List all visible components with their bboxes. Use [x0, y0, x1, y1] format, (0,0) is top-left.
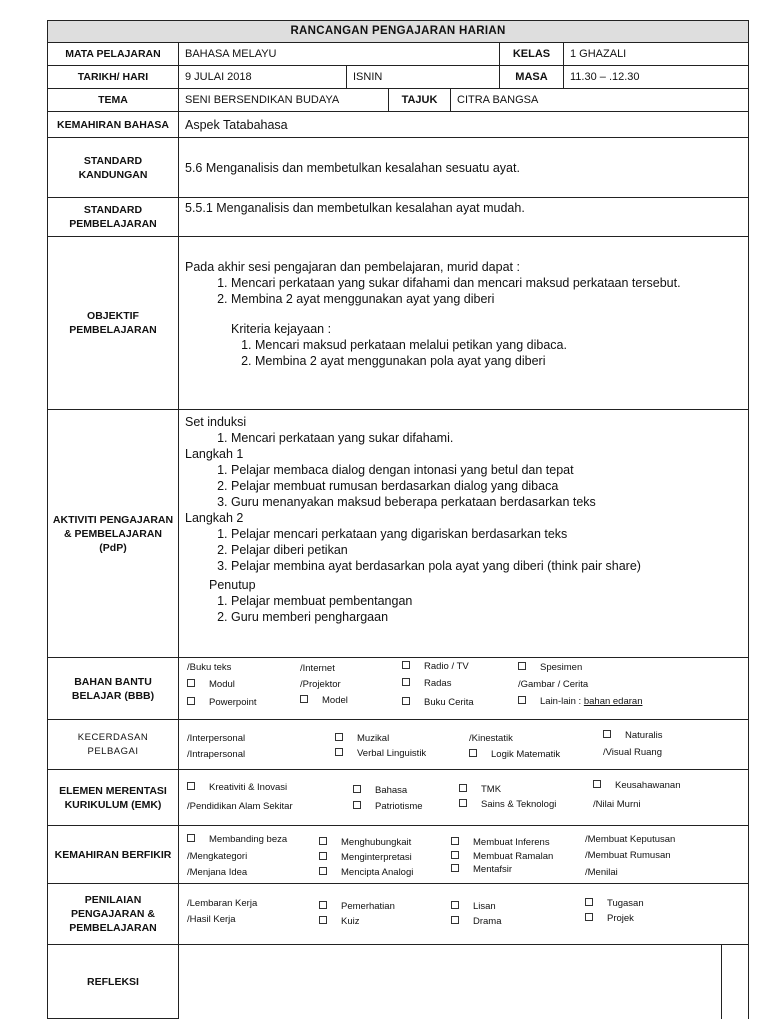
- berfikir-option[interactable]: Membanding beza: [187, 834, 287, 845]
- label-standard-kandungan: STANDARD KANDUNGAN: [48, 138, 179, 197]
- row-kecerdasan: [48, 720, 748, 770]
- row-refleksi: [48, 945, 748, 1019]
- bbb-option[interactable]: Buku Cerita: [402, 697, 474, 708]
- checkbox[interactable]: [319, 901, 327, 909]
- emk-option[interactable]: Bahasa: [353, 785, 407, 796]
- checkbox[interactable]: [518, 662, 526, 670]
- emk-option[interactable]: TMK: [459, 784, 501, 795]
- row-berfikir: [48, 826, 748, 884]
- refleksi-input-area[interactable]: [179, 945, 722, 1019]
- kriteria-list: [185, 337, 742, 369]
- list-item: 1. Mencari perkataan yang sukar difahami.: [231, 430, 742, 446]
- label-kelas: KELAS: [500, 43, 564, 65]
- checkbox[interactable]: [319, 867, 327, 875]
- checkbox[interactable]: [459, 799, 467, 807]
- berfikir-option[interactable]: Mencipta Analogi: [319, 867, 413, 878]
- objektif-intro: Pada akhir sesi pengajaran dan pembelajaran, murid dapat :: [185, 260, 520, 274]
- row-aktiviti: [48, 410, 748, 658]
- checkbox[interactable]: [451, 916, 459, 924]
- langkah1-list: [185, 462, 742, 510]
- berfikir-option[interactable]: Membuat Inferens: [451, 837, 550, 848]
- checkbox[interactable]: [335, 733, 343, 741]
- penilaian-option[interactable]: Lisan: [451, 901, 496, 912]
- value-hari: ISNIN: [347, 66, 500, 88]
- penutup-list: [185, 593, 742, 625]
- label-refleksi: REFLEKSI: [48, 945, 179, 1019]
- objektif-list: [185, 275, 742, 307]
- row-standard-pembelajaran: [48, 198, 748, 237]
- row-tarikh: [48, 66, 748, 89]
- value-tema: SENI BERSENDIKAN BUDAYA: [179, 89, 389, 111]
- row-penilaian: [48, 884, 748, 945]
- row-kemahiran-bahasa: [48, 112, 748, 138]
- lesson-plan-table: [47, 20, 749, 1019]
- value-mata-pelajaran: BAHASA MELAYU: [179, 43, 500, 65]
- label-penilaian: PENILAIAN PENGAJARAN & PEMBELAJARAN: [48, 884, 179, 944]
- kecerdasan-option[interactable]: /Visual Ruang: [603, 747, 662, 758]
- checkbox[interactable]: [402, 678, 410, 686]
- list-item: 1. Mencari maksud perkataan melalui petikan yang dibaca.: [255, 337, 742, 353]
- bbb-option[interactable]: Powerpoint: [187, 697, 257, 708]
- checkbox[interactable]: [402, 697, 410, 705]
- bbb-option[interactable]: Radas: [402, 678, 451, 689]
- kecerdasan-options: [179, 720, 748, 769]
- emk-option[interactable]: /Pendidikan Alam Sekitar: [187, 801, 293, 812]
- label-tema: TEMA: [48, 89, 179, 111]
- penilaian-options: [179, 884, 748, 944]
- checkbox[interactable]: [187, 782, 195, 790]
- berfikir-option[interactable]: /Menjana Idea: [187, 867, 248, 878]
- berfikir-option[interactable]: /Membuat Keputusan: [585, 834, 676, 845]
- list-item: 2. Guru memberi penghargaan: [231, 609, 742, 625]
- list-item: 3. Pelajar membina ayat berdasarkan pola ayat yang diberi (think pair share): [231, 558, 742, 574]
- checkbox[interactable]: [451, 837, 459, 845]
- row-objektif: [48, 237, 748, 410]
- label-objektif: OBJEKTIF PEMBELAJARAN: [48, 237, 179, 409]
- label-standard-pembelajaran: STANDARD PEMBELAJARAN: [48, 198, 179, 236]
- list-item: 2. Pelajar membuat rumusan berdasarkan dialog yang dibaca: [231, 478, 742, 494]
- kecerdasan-option[interactable]: Muzikal: [335, 733, 389, 744]
- row-standard-kandungan: [48, 138, 748, 198]
- penilaian-option[interactable]: /Hasil Kerja: [187, 914, 236, 925]
- label-berfikir: KEMAHIRAN BERFIKIR: [48, 826, 179, 883]
- row-emk: [48, 770, 748, 826]
- kecerdasan-option[interactable]: Verbal Linguistik: [335, 748, 426, 759]
- penilaian-option[interactable]: Projek: [585, 913, 634, 924]
- penilaian-option[interactable]: Pemerhatian: [319, 901, 395, 912]
- kecerdasan-option[interactable]: /Interpersonal: [187, 733, 246, 744]
- checkbox[interactable]: [335, 748, 343, 756]
- emk-option[interactable]: Keusahawanan: [593, 780, 681, 791]
- set-induksi-heading: Set induksi: [185, 415, 247, 429]
- bbb-option[interactable]: /Buku teks: [187, 662, 232, 673]
- berfikir-options: [179, 826, 748, 883]
- page-title: RANCANGAN PENGAJARAN HARIAN: [290, 25, 506, 37]
- kriteria-title: Kriteria kejayaan :: [231, 322, 332, 336]
- kecerdasan-option[interactable]: Logik Matematik: [469, 749, 560, 760]
- row-bbb: [48, 658, 748, 720]
- list-item: 1. Pelajar mencari perkataan yang digariskan berdasarkan teks: [231, 526, 742, 542]
- value-masa: 11.30 – .12.30: [570, 71, 640, 83]
- checkbox[interactable]: [402, 661, 410, 669]
- bbb-option[interactable]: /Gambar / Cerita: [518, 679, 589, 690]
- checkbox[interactable]: [451, 901, 459, 909]
- value-standard-pembelajaran: 5.5.1 Menganalisis dan membetulkan kesalahan ayat mudah.: [185, 201, 525, 215]
- emk-option[interactable]: Sains & Teknologi: [459, 799, 556, 810]
- table-title-row: [48, 21, 748, 43]
- bbb-option[interactable]: Model: [300, 695, 348, 706]
- bbb-option[interactable]: Radio / TV: [402, 661, 469, 672]
- emk-option[interactable]: Patriotisme: [353, 801, 423, 812]
- value-kelas: 1 GHAZALI: [570, 48, 627, 60]
- label-kemahiran-bahasa: KEMAHIRAN BAHASA: [48, 112, 179, 137]
- checkbox[interactable]: [187, 679, 195, 687]
- langkah1-heading: Langkah 1: [185, 447, 244, 461]
- value-standard-kandungan: 5.6 Menganalisis dan membetulkan kesalahan sesuatu ayat.: [185, 160, 520, 175]
- label-mata-pelajaran: MATA PELAJARAN: [48, 43, 179, 65]
- checkbox[interactable]: [459, 784, 467, 792]
- value-tajuk: CITRA BANGSA: [457, 94, 539, 106]
- penilaian-option[interactable]: /Lembaran Kerja: [187, 898, 258, 909]
- berfikir-option[interactable]: /Menilai: [585, 867, 618, 878]
- emk-option[interactable]: Kreativiti & Inovasi: [187, 782, 287, 793]
- value-tarikh: 9 JULAI 2018: [179, 66, 347, 88]
- langkah2-heading: Langkah 2: [185, 511, 244, 525]
- berfikir-option[interactable]: Menghubungkait: [319, 837, 411, 848]
- list-item: 2. Membina 2 ayat menggunakan ayat yang diberi: [231, 291, 742, 307]
- checkbox[interactable]: [353, 785, 361, 793]
- berfikir-option[interactable]: Menginterpretasi: [319, 852, 412, 863]
- list-item: 2. Pelajar diberi petikan: [231, 542, 742, 558]
- row-mata-pelajaran: [48, 43, 748, 66]
- set-induksi-list: [185, 430, 742, 446]
- penilaian-option[interactable]: Tugasan: [585, 898, 644, 909]
- checkbox[interactable]: [593, 780, 601, 788]
- langkah2-list: [185, 526, 742, 574]
- bbb-option[interactable]: Lain-lain : bahan edaran: [518, 696, 642, 707]
- checkbox[interactable]: [187, 834, 195, 842]
- list-item: 3. Guru menanyakan maksud beberapa perkataan berdasarkan teks: [231, 494, 742, 510]
- label-emk: ELEMEN MERENTASI KURIKULUM (EMK): [48, 770, 179, 825]
- emk-option[interactable]: /Nilai Murni: [593, 799, 641, 810]
- penutup-heading: Penutup: [209, 578, 256, 592]
- label-masa: MASA: [500, 66, 564, 88]
- kecerdasan-option[interactable]: /Intrapersonal: [187, 749, 246, 760]
- checkbox[interactable]: [469, 749, 477, 757]
- bbb-option[interactable]: Spesimen: [518, 662, 582, 673]
- kecerdasan-option[interactable]: Naturalis: [603, 730, 663, 741]
- label-aktiviti: AKTIVITI PENGAJARAN & PEMBELAJARAN (PdP): [48, 410, 179, 657]
- bbb-option[interactable]: /Internet: [300, 663, 335, 674]
- label-tajuk: TAJUK: [389, 89, 451, 111]
- list-item: 1. Mencari perkataan yang sukar difahami dan mencari maksud perkataan tersebut.: [231, 275, 742, 291]
- bbb-option[interactable]: /Projektor: [300, 679, 341, 690]
- penilaian-option[interactable]: Drama: [451, 916, 502, 927]
- berfikir-option[interactable]: /Mengkategori: [187, 851, 248, 862]
- checkbox[interactable]: [585, 898, 593, 906]
- bbb-option[interactable]: Modul: [187, 679, 235, 690]
- bbb-options: [179, 658, 748, 719]
- label-kecerdasan: KECERDASAN PELBAGAI: [48, 720, 179, 769]
- checkbox[interactable]: [585, 913, 593, 921]
- value-kemahiran-bahasa: Aspek Tatabahasa: [185, 117, 288, 132]
- checkbox[interactable]: [451, 864, 459, 872]
- checkbox[interactable]: [319, 837, 327, 845]
- label-tarikh: TARIKH/ HARI: [48, 66, 179, 88]
- penilaian-option[interactable]: Kuiz: [319, 916, 359, 927]
- label-bbb: BAHAN BANTU BELAJAR (BBB): [48, 658, 179, 719]
- checkbox[interactable]: [451, 851, 459, 859]
- checkbox[interactable]: [319, 852, 327, 860]
- kecerdasan-option[interactable]: /Kinestatik: [469, 733, 513, 744]
- berfikir-option[interactable]: Mentafsir: [451, 864, 512, 875]
- list-item: 1. Pelajar membaca dialog dengan intonasi yang betul dan tepat: [231, 462, 742, 478]
- aktiviti-content: [179, 410, 748, 657]
- checkbox[interactable]: [518, 696, 526, 704]
- row-tema: [48, 89, 748, 112]
- checkbox[interactable]: [353, 801, 361, 809]
- checkbox[interactable]: [603, 730, 611, 738]
- berfikir-option[interactable]: /Membuat Rumusan: [585, 850, 671, 861]
- emk-options: [179, 770, 748, 825]
- list-item: 2. Membina 2 ayat menggunakan pola ayat yang diberi: [255, 353, 742, 369]
- objektif-content: [179, 237, 748, 409]
- checkbox[interactable]: [187, 697, 195, 705]
- checkbox[interactable]: [300, 695, 308, 703]
- list-item: 1. Pelajar membuat pembentangan: [231, 593, 742, 609]
- berfikir-option[interactable]: Membuat Ramalan: [451, 851, 553, 862]
- checkbox[interactable]: [319, 916, 327, 924]
